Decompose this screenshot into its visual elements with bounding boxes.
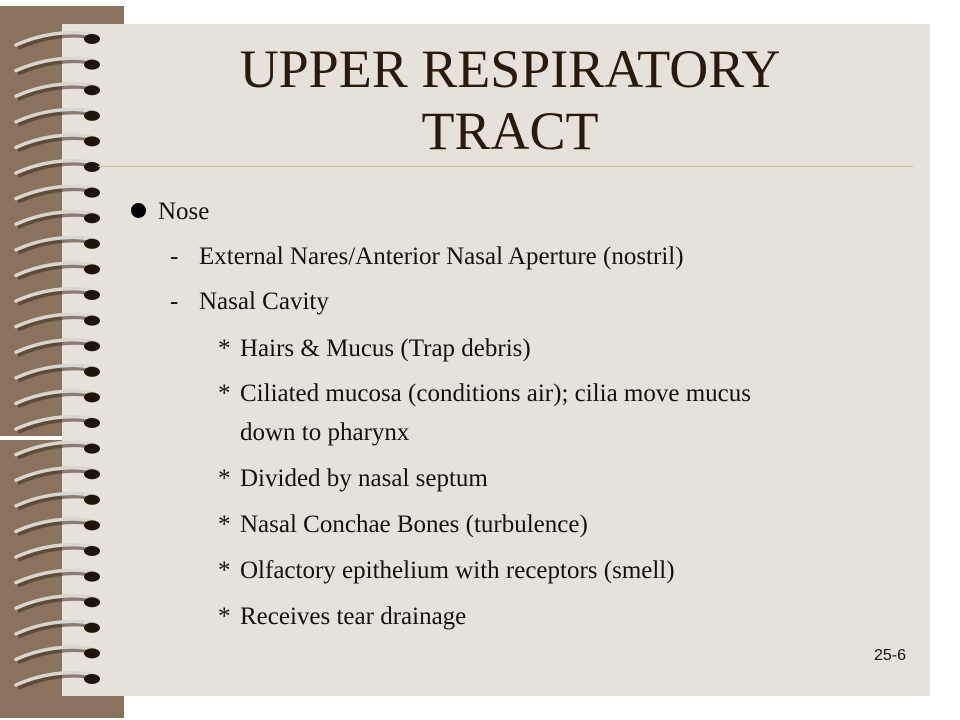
sub-sub-item-4: Nasal Conchae Bones (turbulence) [240,511,588,538]
slide-title-line-2: TRACT [421,101,599,161]
sub-sub-item-2: Ciliated mucosa (conditions air); cilia move mucus [240,380,751,407]
sub-sub-item-3: Divided by nasal septum [240,465,488,492]
sub-sub-item-5: Olfactory epithelium with receptors (smell) [240,557,675,584]
dash-marker-2: - [170,288,179,315]
slide-title-line-1: UPPER RESPIRATORY [239,39,781,99]
sub-item-2: Nasal Cavity [199,288,329,315]
star-marker-2: * [218,380,231,407]
dash-marker-1: - [170,243,179,270]
star-marker-6: * [218,603,231,630]
sub-item-1: External Nares/Anterior Nasal Aperture (nostril) [199,243,684,270]
round-bullet-icon [131,203,146,218]
star-marker-3: * [218,465,231,492]
star-marker-5: * [218,557,231,584]
slide-number: 25-6 [874,647,907,664]
bullet-nose: Nose [158,198,210,225]
star-marker-1: * [218,335,231,362]
sub-sub-item-6: Receives tear drainage [240,603,467,630]
star-marker-4: * [218,511,231,538]
sub-sub-item-1: Hairs & Mucus (Trap debris) [240,335,531,362]
sub-sub-item-2-cont: down to pharynx [240,419,410,446]
